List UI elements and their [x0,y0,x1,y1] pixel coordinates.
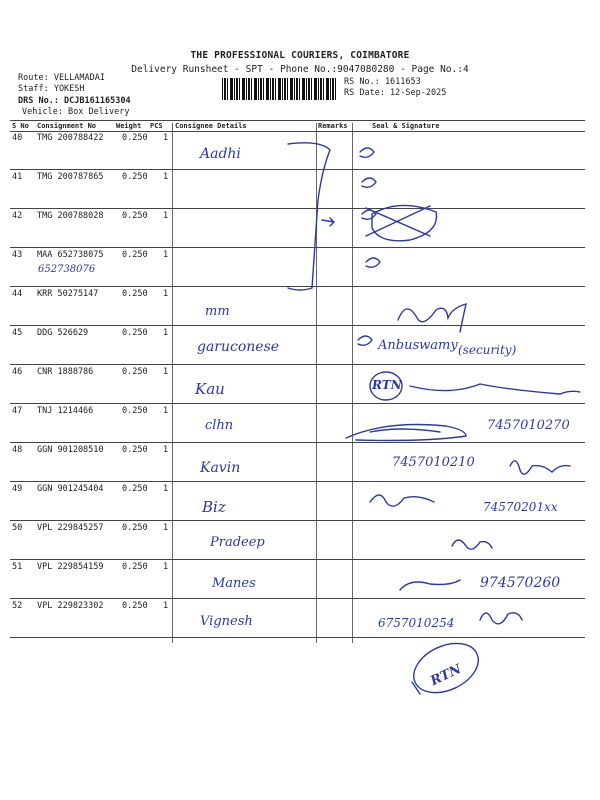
row-weight: 0.250 [122,523,148,533]
signature-51 [400,580,460,590]
row-consignment: VPL 229854159 [37,562,104,572]
signature-50 [452,540,492,549]
row-pcs: 1 [163,211,169,221]
route-label: Route: VELLAMADAI [18,73,105,83]
signature-47 [346,425,466,441]
consignee-sign-40: Aadhi [200,146,241,162]
row-consignment: MAA 652738075 [37,250,104,260]
row-pcs: 1 [163,523,169,533]
seal-sign-45-name: Anbuswamy [378,338,458,353]
row-weight: 0.250 [122,289,148,299]
row-consignment: DDG 526629 [37,328,89,338]
row-divider [10,598,585,599]
signature-46-scratch [410,384,580,394]
consignee-sign-45: garuconese [197,339,280,355]
row-sno: 44 [12,289,23,299]
signature-52 [480,613,522,624]
row-sno: 48 [12,445,23,455]
row-pcs: 1 [163,289,169,299]
row-sno: 43 [12,250,23,260]
signature-44 [398,304,466,332]
col-weight: Weight [116,122,142,130]
tick-43 [366,258,380,267]
row-sno: 42 [12,211,23,221]
row-divider [10,442,585,443]
row-weight: 0.250 [122,328,148,338]
remarks-arrow [322,218,334,226]
row-consignment: TNJ 1214466 [37,406,94,416]
barcode [222,78,338,100]
row-weight: 0.250 [122,211,148,221]
row-weight: 0.250 [122,601,148,611]
consignee-sign-49: Biz [202,498,226,516]
row-consignment: CNR 1888786 [37,367,94,377]
seal-phone-47: 7457010270 [487,418,570,433]
row-divider [10,247,585,248]
rtn-stamp-text: RTN [428,661,464,690]
seal-phone-49: 74570201xx [483,500,558,514]
row-consignment: VPL 229845257 [37,523,104,533]
rtn-stamp-tail [412,682,420,694]
signature-49 [370,495,434,506]
col-pcs: PCS [150,122,163,130]
row-pcs: 1 [163,562,169,572]
consignee-sign-52: Vignesh [200,614,253,629]
row-sno: 51 [12,562,23,572]
consignee-sign-48: Kavin [200,460,241,476]
row-pcs: 1 [163,328,169,338]
divider-remarks [316,123,317,643]
consignee-sign-44: mm [205,304,230,319]
runsheet-subtitle: Delivery Runsheet - SPT - Phone No.:9047080280 - Page No.:4 [131,64,469,75]
consignee-sign-46: Kau [195,380,225,398]
row-divider [10,481,585,482]
vehicle-label: Vehicle: Box Delivery [22,107,130,117]
col-sno: S No [12,122,29,130]
col-consignee: Consignee Details [175,122,247,130]
row-sno: 45 [12,328,23,338]
row-consignment: TMG 200788028 [37,211,104,221]
consignee-sign-51: Manes [212,576,256,591]
seal-sign-45-note: (security) [458,343,517,357]
row-divider [10,403,585,404]
row-pcs: 1 [163,484,169,494]
consignee-sign-50: Pradeep [210,535,265,550]
row-consignment: KRR 50275147 [37,289,99,299]
col-seal: Seal & Signature [372,122,440,130]
row-sno: 41 [12,172,23,182]
row-divider [10,364,585,365]
row-weight: 0.250 [122,133,148,143]
row-pcs: 1 [163,172,169,182]
remarks-bracket [288,143,330,290]
row-sno: 52 [12,601,23,611]
row-weight: 0.250 [122,406,148,416]
row-divider [10,559,585,560]
staff-label: Staff: YOKESH [18,84,85,94]
handwritten-note-43: 652738076 [38,264,96,275]
row-pcs: 1 [163,367,169,377]
row-consignment: GGN 901208510 [37,445,104,455]
rs-date: RS Date: 12-Sep-2025 [344,88,447,98]
row-sno: 50 [12,523,23,533]
row-pcs: 1 [163,601,169,611]
row-divider [10,286,585,287]
row-pcs: 1 [163,133,169,143]
row-weight: 0.250 [122,367,148,377]
row-consignment: TMG 200787865 [37,172,104,182]
header-bottom-rule [10,131,585,132]
row-sno: 40 [12,133,23,143]
row-weight: 0.250 [122,172,148,182]
row-divider [10,637,585,638]
divider-seal [352,123,353,643]
col-remarks: Remarks [318,122,348,130]
drs-number: DRS No.: DCJB161165304 [18,96,131,106]
tick-45 [358,336,372,345]
company-title: THE PROFESSIONAL COURIERS, COIMBATORE [190,50,410,61]
col-consignment: Consignment No [37,122,97,130]
row-sno: 47 [12,406,23,416]
consignee-sign-47: clhn [205,418,234,433]
tick-42 [362,210,376,219]
divider-consignee [172,123,173,643]
row-divider [10,169,585,170]
seal-phone-48: 7457010210 [392,455,475,470]
tick-40 [360,148,374,157]
header-top-rule [10,120,585,121]
row-pcs: 1 [163,250,169,260]
seal-phone-52: 6757010254 [378,616,455,630]
tick-41 [362,178,376,187]
row-sno: 49 [12,484,23,494]
row-weight: 0.250 [122,250,148,260]
signature-48 [510,461,570,474]
scribble-42 [366,205,436,240]
row-weight: 0.250 [122,562,148,572]
row-divider [10,325,585,326]
row-consignment: VPL 229823302 [37,601,104,611]
row-pcs: 1 [163,445,169,455]
row-consignment: GGN 901245404 [37,484,104,494]
row-divider [10,520,585,521]
seal-rtn-46: RTN [372,378,402,392]
row-sno: 46 [12,367,23,377]
row-divider [10,208,585,209]
row-consignment: TMG 200788422 [37,133,104,143]
seal-phone-51: 974570260 [480,575,561,591]
row-weight: 0.250 [122,484,148,494]
row-pcs: 1 [163,406,169,416]
rs-number: RS No.: 1611653 [344,77,421,87]
row-weight: 0.250 [122,445,148,455]
